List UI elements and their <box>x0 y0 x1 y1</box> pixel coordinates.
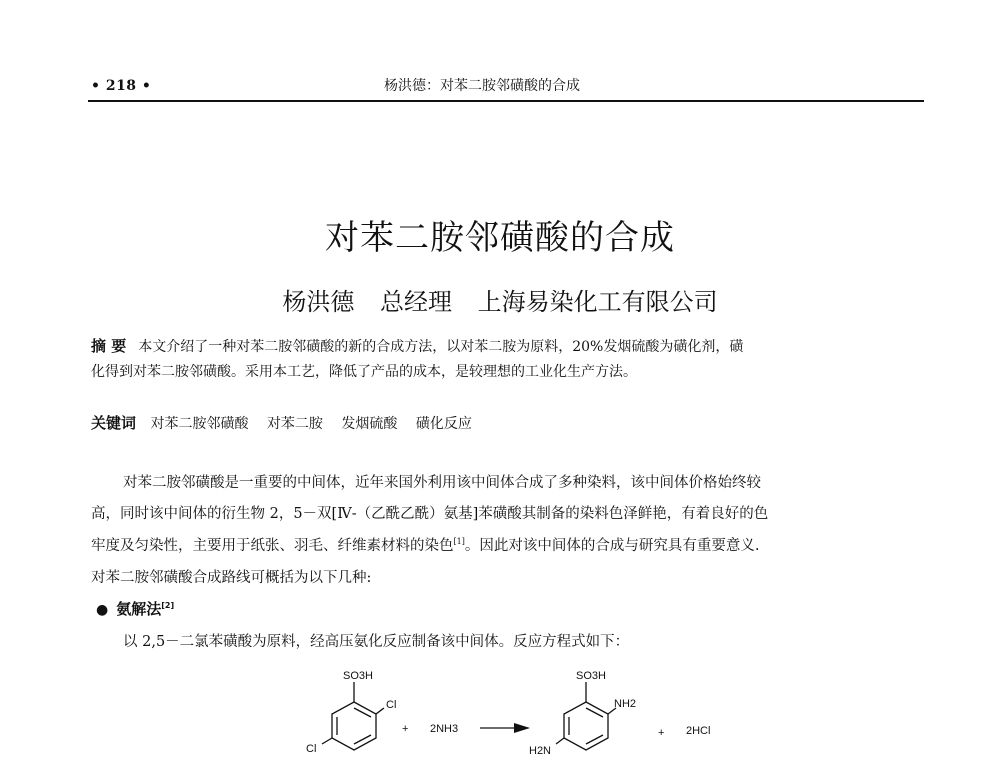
keyword: 发烟硫酸 <box>341 416 398 432</box>
header-rule <box>88 100 924 102</box>
plus-sign: + <box>658 727 665 739</box>
abstract-label: 摘 要 <box>91 337 127 355</box>
running-head: 杨洪德：对苯二胺邻磺酸的合成 <box>384 78 580 94</box>
abstract-line-2 <box>91 361 637 381</box>
author-affiliation: 上海易染化工有限公司 <box>477 288 718 316</box>
product-sulfo-label: SO3H <box>576 670 606 682</box>
body-paragraph-line-1: 对苯二胺邻磺酸是一重要的中间体，近年来国外利用该中间体合成了多种染料，该中间体价格始终较 <box>123 475 761 491</box>
method-heading <box>96 598 174 619</box>
plus-sign: + <box>402 723 409 735</box>
reactant-cl-top: Cl <box>386 699 397 711</box>
byproduct-label: 2HCl <box>686 725 711 737</box>
reagent-label: 2NH3 <box>430 723 459 735</box>
citation-ref[interactable]: [2] <box>161 601 175 610</box>
author-name: 杨洪德 <box>282 288 355 316</box>
reactant-sulfo-label: SO3H <box>343 670 373 682</box>
page-number: • 218 • <box>91 78 152 94</box>
bullet-icon: ● <box>96 602 109 618</box>
body-paragraph-line-3 <box>91 534 759 555</box>
reaction-scheme <box>0 660 1000 760</box>
body-text: 。因此对该中间体的合成与研究具有重要意义. <box>464 538 760 554</box>
keyword: 磺化反应 <box>415 416 472 432</box>
keyword: 对苯二胺邻磺酸 <box>150 416 249 432</box>
abstract-line-1 <box>91 335 743 356</box>
keywords-label: 关键词 <box>91 414 137 432</box>
byline <box>0 282 1000 317</box>
abstract-text-2: 化得到对苯二胺邻磺酸。采用本工艺，降低了产品的成本，是较理想的工业化生产方法。 <box>91 364 637 380</box>
body-paragraph-line-2: 高，同时该中间体的衍生物 2，5－双[Ⅳ-（乙酰乙酰）氨基]苯磺酸其制备的染料色泽鲜艳，有着良好的色 <box>91 506 769 522</box>
reactant-cl-bottom: Cl <box>306 743 317 755</box>
abstract-text-1: 本文介绍了一种对苯二胺邻磺酸的新的合成方法，以对苯二胺为原料，20%发烟硫酸为磺化剂，磺 <box>138 339 744 355</box>
product-nh2-top: NH2 <box>614 698 637 710</box>
keywords-line <box>91 412 486 433</box>
citation-ref[interactable]: [1] <box>453 537 465 546</box>
product-structure <box>556 682 616 750</box>
arrow-head-icon <box>514 723 530 733</box>
product-nh2-bottom: H2N <box>529 745 552 757</box>
method-description: 以 2,5－二氯苯磺酸为原料，经高压氨化反应制备该中间体。反应方程式如下： <box>123 634 630 650</box>
method-heading-text: 氨解法 <box>116 600 162 618</box>
author-position: 总经理 <box>380 288 452 316</box>
article-title: 对苯二胺邻磺酸的合成 <box>325 218 675 258</box>
keyword: 对苯二胺 <box>266 416 323 432</box>
body-text: 牢度及匀染性，主要用于纸张、羽毛、纤维素材料的染色 <box>91 538 454 554</box>
reactant-structure <box>322 682 384 750</box>
body-paragraph-line-4: 对苯二胺邻磺酸合成路线可概括为以下几种: <box>91 570 372 586</box>
